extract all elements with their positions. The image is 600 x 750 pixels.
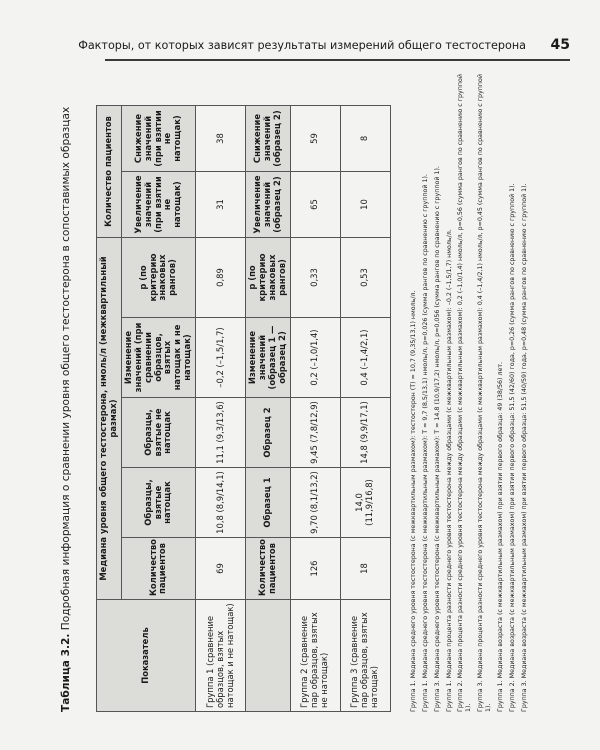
page-number: 45 [550, 37, 570, 53]
note-line: Группа 2. Медиана возраста (с межквартильным размахом) при взятии первого образца: 51,5 (42/60) года, p=0,26 (сумма рангов по сравнению с группой 1). [508, 183, 516, 712]
note-line: Группа 3. Медиана процента разности среднего уровня тестостерона между образцами (с межквартильным размахом): 0,4 (–1,4/2,1) нмоль/л, p=0,45 (сумма рангов по сравнению с группой 1). [477, 74, 493, 712]
running-title: Факторы, от которых зависят результаты измерений общего тестостерона [78, 39, 526, 52]
cell: 0,2 (–1,0/1,4) [290, 318, 340, 398]
page-header [78, 37, 570, 61]
row-label: Группа 1 (сравнение образцов, взятых натощак и не натощак) [196, 600, 246, 712]
data-table [96, 105, 391, 712]
empty-cell [246, 600, 291, 712]
table-row [340, 106, 390, 712]
cell: 8 [340, 106, 390, 172]
cell: 10 [340, 172, 390, 238]
col-count-group: Количество пациентов [97, 106, 122, 238]
col-indicator: Показатель [97, 600, 196, 712]
cell: 38 [196, 106, 246, 172]
col-increase: Увеличение значений (образец 2) [246, 172, 291, 238]
col-p: p (по критерию знаковых рангов) [246, 238, 291, 318]
cell: 0,33 [290, 238, 340, 318]
cell: 0,53 [340, 238, 390, 318]
col-decrease: Снижение значений (образец 2) [246, 106, 291, 172]
note-line: Группа 1. Медиана среднего уровня тестостерона (с межквартильным размахом): T = 9,7 (8,5/13,1) нмоль/л, p=0,026 (сумма рангов по сравнению с группой 1). [421, 174, 429, 712]
table-row [196, 106, 246, 712]
col-change: Изменение значений (при сравнении образцов, взятых натощак и не натощак) [121, 318, 195, 398]
note-line: Группа 1. Медиана процента разности среднего уровня тестостерона между образцами (с межквартильным размахом): –0,2 (–1,5/1,7) нмоль/л. [445, 229, 453, 712]
col-increase: Увеличение значений (при взятии не натощак) [121, 172, 195, 238]
col-change: Изменение значений (образец 1 — образец 2) [246, 318, 291, 398]
col-patients: Количество пациентов [121, 538, 195, 600]
table-row [290, 106, 340, 712]
rotated-page-content [60, 72, 540, 712]
col-decrease: Снижение значений (при взятии не натощак) [121, 106, 195, 172]
cell: 11,1 (9,3/13,6) [196, 398, 246, 468]
caption-label: Таблица 3.2. [60, 633, 72, 712]
cell: 69 [196, 538, 246, 600]
cell: 9,45 (7,8/12,9) [290, 398, 340, 468]
col-fasting: Образцы, взятые натощак [121, 468, 195, 538]
note-line: Группа 2. Медиана процента разности среднего уровня тестостерона между образцами (с межквартильным размахом): 0,2 (–1,0/1,4) нмоль/л, p=0,56 (сумма рангов по сравнению с группой 1). [457, 74, 473, 712]
col-sample2: Образец 2 [246, 398, 291, 468]
col-median-group: Медиана уровня общего тестостерона, нмоль/л (межквартильный размах) [97, 238, 122, 600]
col-nonfasting: Образцы, взятые не натощак [121, 398, 195, 468]
table-subheader-row [246, 106, 291, 712]
col-patients: Количество пациентов [246, 538, 291, 600]
cell: 9,70 (8,1/13,2) [290, 468, 340, 538]
cell: 59 [290, 106, 340, 172]
cell: 0,4 (–1,4/2,1) [340, 318, 390, 398]
cell: –0,2 (–1,5/1,7) [196, 318, 246, 398]
cell: 14,0 (11,9/16,8) [340, 468, 390, 538]
note-line: Группа 1. Медиана среднего уровня тестостерона (с межквартильным размахом): тестостерон (T) = 10,7 (9,35/13,1) нмоль/л. [410, 290, 417, 712]
cell: 0,89 [196, 238, 246, 318]
table-caption [60, 72, 72, 712]
cell: 14,8 (9,9/17,1) [340, 398, 390, 468]
caption-text: Подробная информация о сравнении уровня общего тестостерона в сопоставимых образцах [60, 106, 72, 631]
row-label: Группа 3 (сравнение пар образцов, взятых натощак) [340, 600, 390, 712]
cell: 10,8 (8,9/14,1) [196, 468, 246, 538]
cell: 18 [340, 538, 390, 600]
col-p: p (по критерию знаковых рангов) [121, 238, 195, 318]
note-line: Группа 3. Медиана возраста (с межквартильным размахом) при взятии первого образца: 51,5 (40/59) года, p=0,48 (сумма рангов по сравнению с группой 1). [520, 183, 528, 712]
table-header-row [97, 106, 122, 712]
note-line: Группа 1. Медиана возраста (с межквартильным размахом) при взятии первого образца: 49 (38/56) лет. [496, 361, 504, 712]
col-sample1: Образец 1 [246, 468, 291, 538]
note-line: Группа 3. Медиана среднего уровня тестостерона (с межквартильным размахом): T = 14,8 (10,9/17,2) нмоль/л, p=0,056 (сумма рангов по сравнению с группой 1). [433, 166, 441, 712]
cell: 65 [290, 172, 340, 238]
cell: 126 [290, 538, 340, 600]
cell: 31 [196, 172, 246, 238]
table-notes [410, 72, 532, 712]
row-label: Группа 2 (сравнение пар образцов, взятых не натощак) [290, 600, 340, 712]
